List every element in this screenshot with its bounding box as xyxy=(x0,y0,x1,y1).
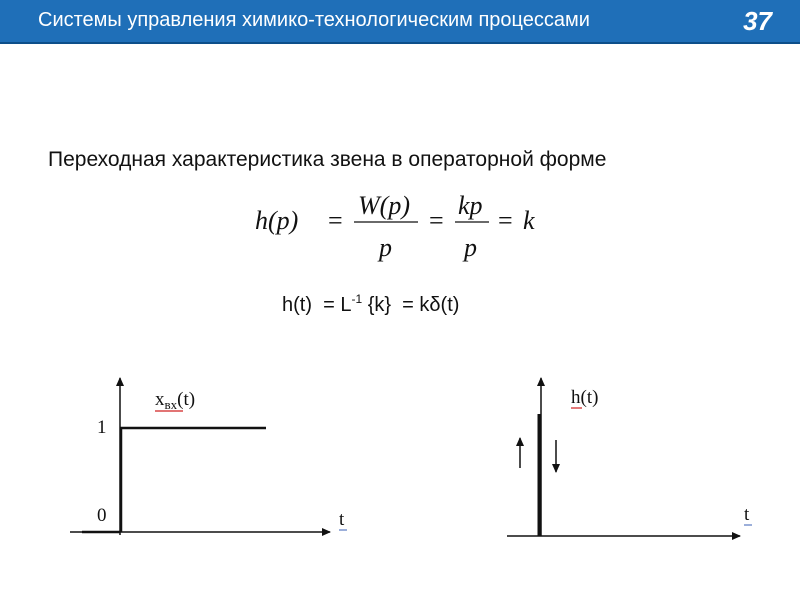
impulse-response-plot xyxy=(507,378,752,536)
formula-num-1: W(p) xyxy=(358,191,410,220)
formula-eq-2: = xyxy=(429,206,444,235)
description-text: Переходная характеристика звена в операторной форме xyxy=(48,148,607,171)
impulse-function-label: h(t) xyxy=(571,387,599,408)
tick-one: 1 xyxy=(97,417,107,438)
inverse-rhs: {k} = kδ(t) xyxy=(362,294,460,316)
formula-den-1: p xyxy=(379,233,392,262)
tick-zero: 0 xyxy=(97,505,107,526)
formula-lhs: h(p) xyxy=(255,206,299,235)
slide-number: 37 xyxy=(743,6,772,36)
formula-num-2: kp xyxy=(458,191,483,220)
inverse-lhs: h(t) = L xyxy=(282,294,352,316)
formula-eq-3: = xyxy=(498,206,513,235)
right-x-axis-label: t xyxy=(744,504,750,525)
left-x-axis-label: t xyxy=(339,509,345,530)
slide-title: Системы управления химико-технологическим процессами xyxy=(38,9,590,31)
formula-den-2: p xyxy=(464,233,477,262)
formula-rhs: k xyxy=(523,206,535,235)
input-step-plot xyxy=(70,378,347,535)
input-function-label: $x_{вх}(t)$ xyxy=(155,389,196,412)
formula-eq-1: = xyxy=(328,206,343,235)
inverse-sup: -1 xyxy=(351,292,363,306)
